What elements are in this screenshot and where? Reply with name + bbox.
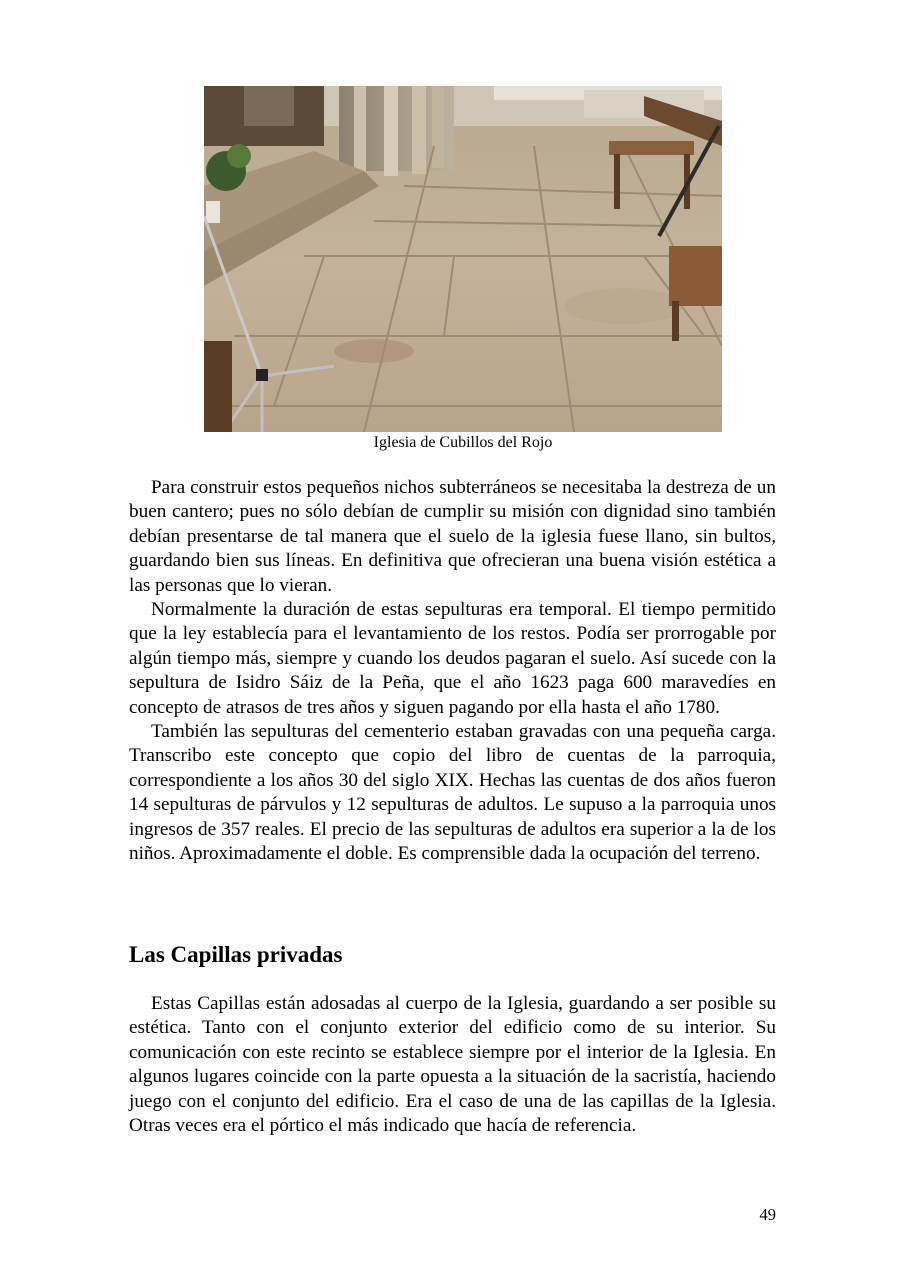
section-heading: Las Capillas privadas bbox=[129, 942, 343, 967]
paragraph: Para construir estos pequeños nichos subterráneos se necesitaba la destreza de un buen cantero; pues no sólo debían de cumplir su misión con dignidad sino también debían presentarse de tal manera que el suelo de la iglesia fuese llano, sin bultos, guardando bien sus líneas. En definitiva que ofrecieran una buena visión estética a las personas que lo vieran. bbox=[129, 477, 776, 596]
body-section-1 bbox=[129, 476, 776, 867]
body-section-2 bbox=[129, 992, 776, 1138]
page-number: 49 bbox=[759, 1205, 776, 1224]
paragraph: Estas Capillas están adosadas al cuerpo de la Iglesia, guardando a ser posible su estética. Tanto con el conjunto exterior del edificio como de su interior. Su comunicación con este recinto se establece siempre por el interior de la Iglesia. En algunos lugares coincide con la parte opuesta a la situación de la sacristía, haciendo juego con el conjunto del edificio. Era el caso de una de las capillas de la Iglesia. Otras veces era el pórtico el más indicado que hacía de referencia. bbox=[129, 993, 776, 1137]
paragraph: Normalmente la duración de estas sepulturas era temporal. El tiempo permitido que la ley establecía para el levantamiento de los restos. Podía ser prorrogable por algún tiempo más, siempre y cuando los deudos pagaran el suelo. Así sucede con la sepultura de Isidro Sáiz de la Peña, que el año 1623 paga 600 maravedíes en concepto de atrasos de tres años y siguen pagando por ella hasta el año 1780. bbox=[129, 599, 776, 718]
figure-caption: Iglesia de Cubillos del Rojo bbox=[373, 434, 553, 451]
paragraph: También las sepulturas del cementerio estaban gravadas con una pequeña carga. Transcribo este concepto que copio del libro de cuentas de la parroquia, correspondiente a los años 30 del siglo XIX. Hechas las cuentas de dos años fueron 14 sepulturas de párvulos y 12 sepulturas de adultos. Le supuso a la parroquia unos ingresos de 357 reales. El precio de las sepulturas de adultos era superior a la de los niños. Aproximadamente el doble. Es comprensible dada la ocupación del terreno. bbox=[129, 721, 776, 865]
church-floor-photo bbox=[204, 86, 722, 432]
